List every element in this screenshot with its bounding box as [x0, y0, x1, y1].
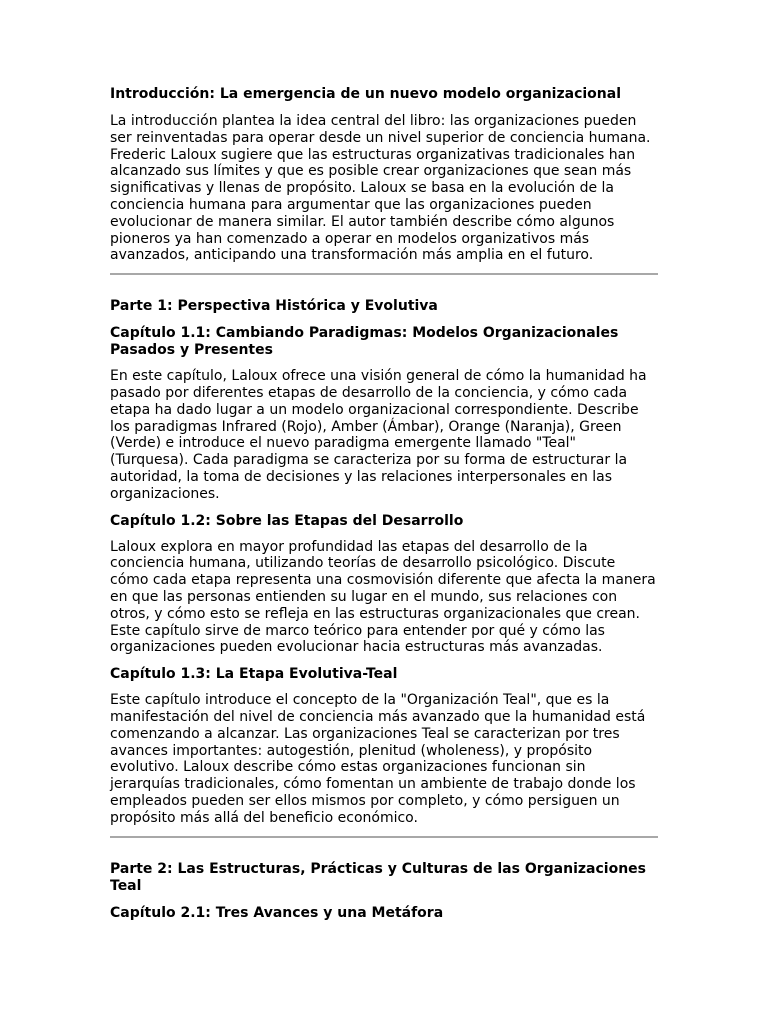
part2-heading: Parte 2: Las Estructuras, Prácticas y Culturas de las Organizaciones Teal	[110, 860, 646, 894]
part1-heading: Parte 1: Perspectiva Histórica y Evolutiva	[110, 298, 438, 315]
section-divider	[110, 273, 658, 275]
chapter-1-1-heading: Capítulo 1.1: Cambiando Paradigmas: Modelos Organizacionales Pasados y Presentes	[110, 325, 619, 359]
document-page	[110, 84, 658, 922]
chapter-1-2-heading: Capítulo 1.2: Sobre las Etapas del Desarrollo	[110, 512, 464, 529]
section-divider	[110, 836, 658, 838]
chapter-2-1-heading: Capítulo 2.1: Tres Avances y una Metáfora	[110, 904, 444, 921]
intro-paragraph: La introducción plantea la idea central del libro: las organizaciones pueden ser reinventadas para operar desde un nivel superior de conciencia humana. Frederic Laloux sugiere que las estructuras organizativas tradicionales han alcanzado sus límites y que es posible crear organizaciones que sean más significativas y llenas de propósito. Laloux se basa en la evolución de la conciencia humana para argumentar que las organizaciones pueden evolucionar de manera similar. El autor también describe cómo algunos pioneros ya han comenzado a operar en modelos organizativos más avanzados, anticipando una transformación más amplia en el futuro.	[110, 113, 651, 264]
chapter-1-3-paragraph: Este capítulo introduce el concepto de la "Organización Teal", que es la manifestación del nivel de conciencia más avanzado que la humanidad está comenzando a alcanzar. Las organizaciones Teal se caracterizan por tres avances importantes: autogestión, plenitud (wholeness), y propósito evolutivo. Laloux describe cómo estas organizaciones funcionan sin jerarquías tradicionales, cómo fomentan un ambiente de trabajo donde los empleados pueden ser ellos mismos por completo, y cómo persiguen un propósito más allá del beneficio económico.	[110, 692, 646, 826]
intro-heading: Introducción: La emergencia de un nuevo modelo organizacional	[110, 86, 621, 102]
chapter-1-1-paragraph: En este capítulo, Laloux ofrece una visión general de cómo la humanidad ha pasado por diferentes etapas de desarrollo de la conciencia, y cómo cada etapa ha dado lugar a un modelo organizacional correspondiente. Describe los paradigmas Infrared (Rojo), Amber (Ámbar), Orange (Naranja), Green (Verde) e introduce el nuevo paradigma emergente llamado "Teal" (Turquesa). Cada paradigma se caracteriza por su forma de estructurar la autoridad, la toma de decisiones y las relaciones interpersonales en las organizaciones.	[110, 368, 647, 502]
chapter-1-3-heading: Capítulo 1.3: La Etapa Evolutiva-Teal	[110, 666, 398, 683]
chapter-1-2-paragraph: Laloux explora en mayor profundidad las etapas del desarrollo de la conciencia humana, utilizando teorías de desarrollo psicológico. Discute cómo cada etapa representa una cosmovisión diferente que afecta la manera en que las personas entienden su lugar en el mundo, sus relaciones con otros, y cómo esto se refleja en las estructuras organizacionales que crean. Este capítulo sirve de marco teórico para entender por qué y cómo las organizaciones pueden evolucionar hacia estructuras más avanzadas.	[110, 538, 656, 656]
